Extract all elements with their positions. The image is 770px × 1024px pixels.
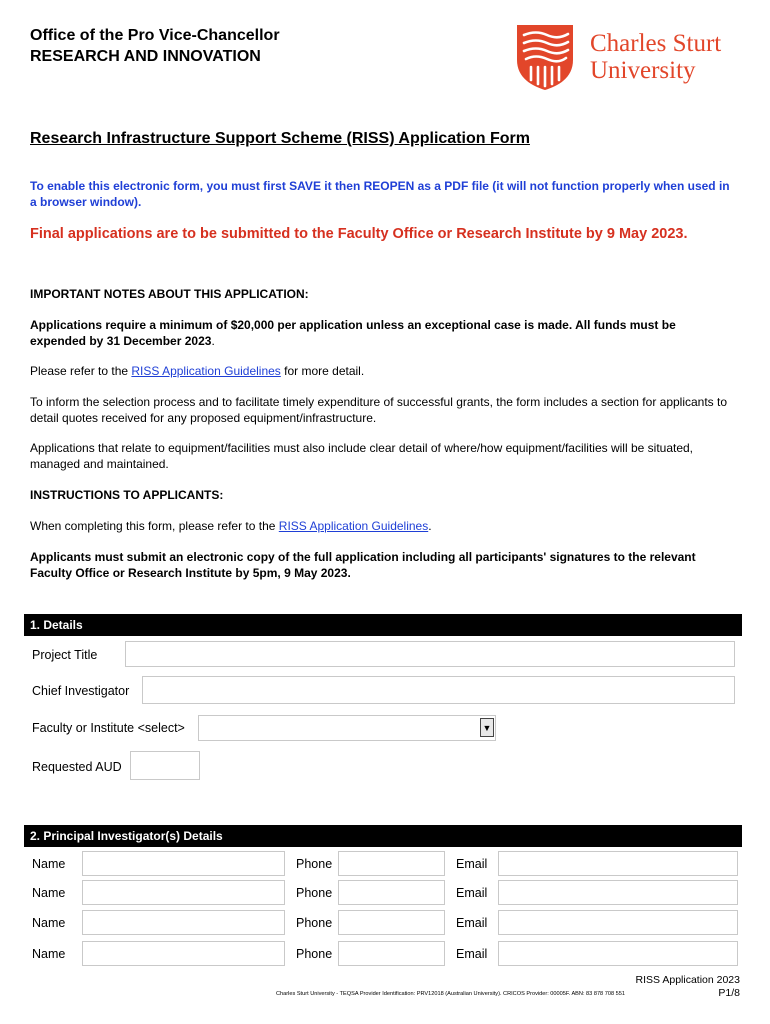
pi-name-label-2: Name xyxy=(32,886,66,900)
pi-name-input-2[interactable] xyxy=(82,880,285,905)
pi-email-input-2[interactable] xyxy=(498,880,738,905)
chief-investigator-label: Chief Investigator xyxy=(32,684,130,698)
requested-aud-label: Requested AUD xyxy=(32,760,122,774)
faculty-select[interactable] xyxy=(198,715,496,741)
pi-phone-input-4[interactable] xyxy=(338,941,445,966)
requested-aud-input[interactable] xyxy=(130,751,200,780)
pi-email-input-1[interactable] xyxy=(498,851,738,876)
instructions-guidelines xyxy=(30,518,735,534)
pi-email-label-4: Email xyxy=(456,947,488,961)
chief-investigator-input[interactable] xyxy=(142,676,735,704)
pi-email-label-3: Email xyxy=(456,916,488,930)
instructions-pre-text: When completing this form, please refer to the xyxy=(30,519,279,533)
pi-phone-label-4: Phone xyxy=(296,947,333,961)
pi-phone-input-3[interactable] xyxy=(338,910,445,935)
project-title-label: Project Title xyxy=(32,648,98,662)
important-note-guidelines xyxy=(30,363,735,379)
pi-name-input-3[interactable] xyxy=(82,910,285,935)
logo-text-line2: University xyxy=(590,57,696,84)
section2-header: 2. Principal Investigator(s) Details xyxy=(24,825,742,847)
project-title-input[interactable] xyxy=(125,641,735,667)
minimum-funding-period: . xyxy=(211,334,215,348)
pi-phone-input-1[interactable] xyxy=(338,851,445,876)
office-title: Office of the Pro Vice-Chancellor xyxy=(30,27,280,44)
pi-phone-input-2[interactable] xyxy=(338,880,445,905)
pi-email-input-4[interactable] xyxy=(498,941,738,966)
section1-header: 1. Details xyxy=(24,614,742,636)
important-note-quotes: To inform the selection process and to facilitate timely expenditure of successful grants, the form includes a section for applicants to detail quotes received for any proposed equipment/infrastructure. xyxy=(30,395,728,425)
form-title: Research Infrastructure Support Scheme (RISS) Application Form xyxy=(30,130,530,147)
office-subtitle: RESEARCH AND INNOVATION xyxy=(30,48,261,65)
faculty-label: Faculty or Institute <select> xyxy=(32,721,185,735)
guidelines-pre-text: Please refer to the xyxy=(30,364,132,378)
important-note-minimum xyxy=(30,317,735,349)
footer-provider-info: Charles Sturt University - TEQSA Provider Identification: PRV12018 (Australian University). CRICOS Provider: 00005F. ABN: 83 878 708 551 xyxy=(276,991,625,997)
instructions-submission: Applicants must submit an electronic copy of the full application including all participants' signatures to the relevant Faculty Office or Research Institute by 5pm, 9 May 2023. xyxy=(30,550,696,580)
important-note-equipment: Applications that relate to equipment/facilities must also include clear detail of where/how equipment/facilities will be situated, managed and maintained. xyxy=(30,441,694,471)
riss-guidelines-link[interactable]: RISS Application Guidelines xyxy=(131,364,281,378)
dropdown-arrow-icon[interactable]: ▼ xyxy=(480,718,494,737)
minimum-funding-text: Applications require a minimum of $20,000 per application unless an exceptional case is made. All funds must be expended by 31 December 2023 xyxy=(30,318,676,348)
pi-name-input-1[interactable] xyxy=(82,851,285,876)
pi-email-label-2: Email xyxy=(456,886,488,900)
pi-name-label-4: Name xyxy=(32,947,66,961)
pi-name-label-3: Name xyxy=(32,916,66,930)
pi-name-input-4[interactable] xyxy=(82,941,285,966)
footer-page-number: P1/8 xyxy=(718,987,740,999)
pi-email-label-1: Email xyxy=(456,857,488,871)
instructions-heading: INSTRUCTIONS TO APPLICANTS: xyxy=(30,488,224,502)
logo-text-line1: Charles Sturt xyxy=(590,30,722,57)
pi-phone-label-2: Phone xyxy=(296,886,333,900)
pi-name-label-1: Name xyxy=(32,857,66,871)
pdf-notice: To enable this electronic form, you must first SAVE it then REOPEN as a PDF file (it will not function properly when used in a browser window). xyxy=(30,179,730,209)
pi-email-input-3[interactable] xyxy=(498,910,738,935)
important-notes-heading: IMPORTANT NOTES ABOUT THIS APPLICATION: xyxy=(30,287,309,301)
pi-phone-label-3: Phone xyxy=(296,916,333,930)
footer-doc-name: RISS Application 2023 xyxy=(635,974,740,986)
guidelines-post-text: for more detail. xyxy=(280,364,365,378)
pi-phone-label-1: Phone xyxy=(296,857,333,871)
university-crest-icon xyxy=(514,22,576,92)
riss-guidelines-link-2[interactable]: RISS Application Guidelines xyxy=(278,519,429,533)
deadline-notice: Final applications are to be submitted to the Faculty Office or Research Institute by 9 May 2023. xyxy=(30,226,688,242)
instructions-post-text: . xyxy=(428,519,432,533)
